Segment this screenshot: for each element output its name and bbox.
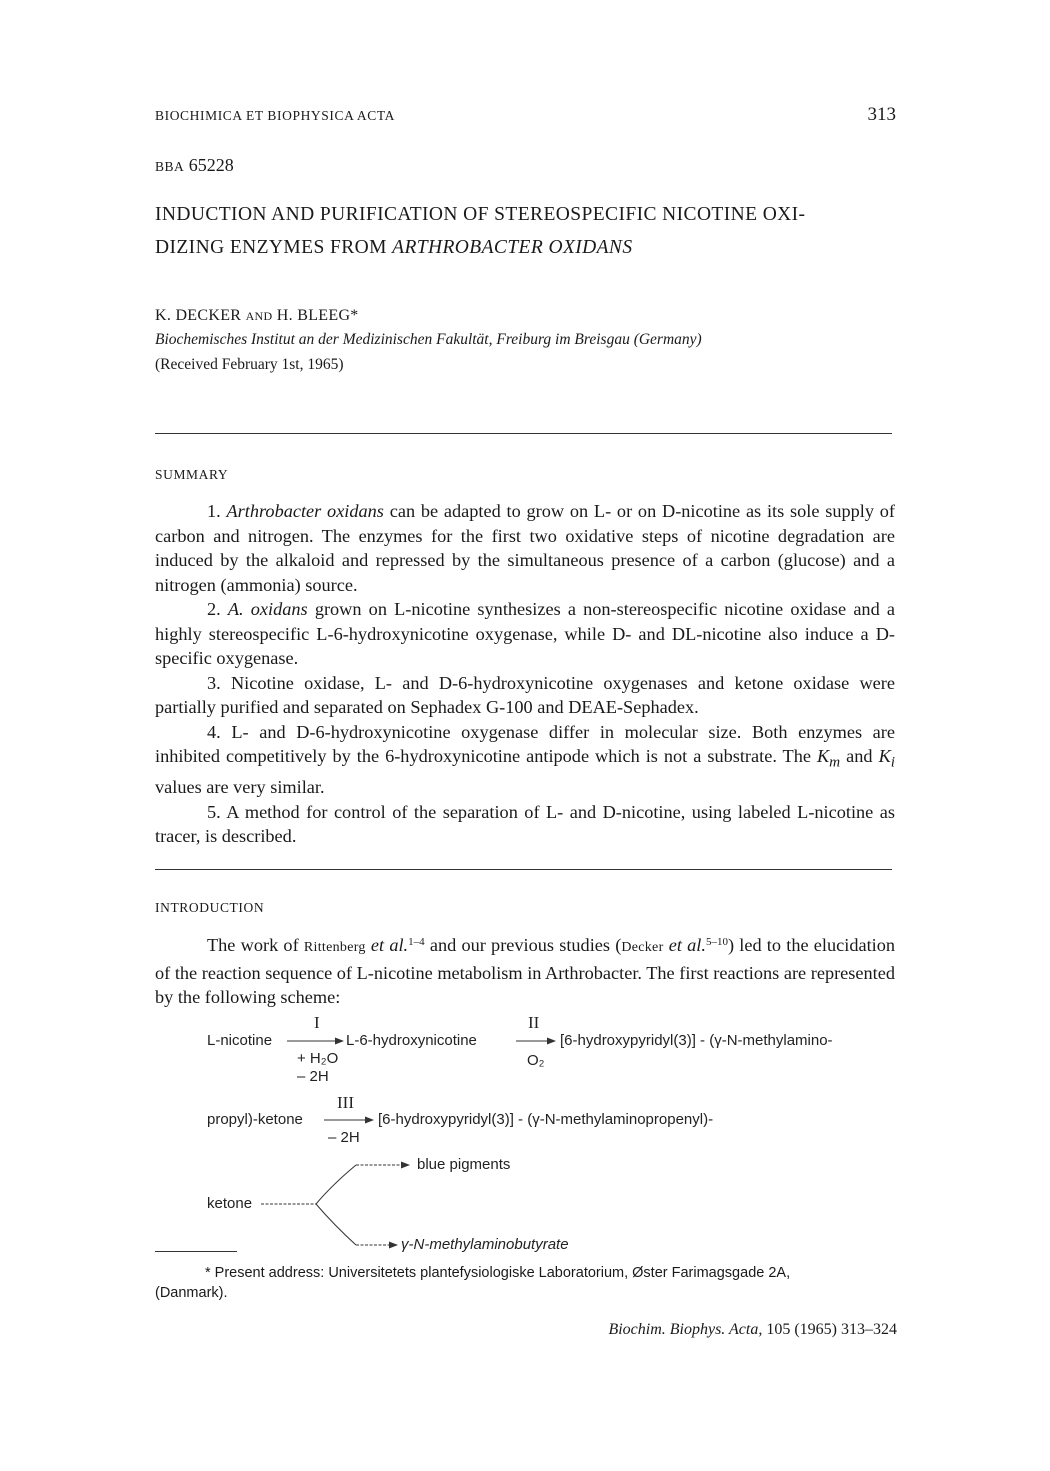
item-text: and (840, 746, 879, 766)
step-label-1: I (314, 1013, 320, 1032)
reference-sup: 1–4 (408, 936, 425, 948)
cofactor-oxygen: O₂ (527, 1052, 545, 1069)
cofactor-water: + H₂O (297, 1050, 339, 1067)
et-al: et al. (663, 935, 706, 955)
author-name: Rittenberg (303, 940, 366, 955)
product-1: L-6-hydroxynicotine (346, 1032, 477, 1049)
citation-journal: Biochim. Biophys. Acta, (608, 1321, 763, 1338)
arrow-head (335, 1038, 344, 1045)
ketone-label: ketone (207, 1195, 253, 1212)
km-subscript: m (829, 753, 841, 771)
footnote-line-2: (Danmark). (155, 1285, 228, 1301)
cofactor-2h: – 2H (297, 1068, 329, 1085)
item-text: can be adapted to grow on L- or on D-nicotine as its sole supply of carbon and nitrogen. The enzymes for the first two oxidative steps of nicotine degradation are induced by the alkaloid and repressed by the simultaneous presence of a carbon (glucose) and a nitrogen (ammonia) source. (155, 501, 895, 595)
page-number: 313 (867, 104, 896, 125)
step-label-2: II (528, 1013, 540, 1032)
footnote (155, 1263, 895, 1303)
footnote-line-1: * Present address: Universitetets plantefysiologiske Laboratorium, Øster Farimagsgade 2A, (205, 1265, 791, 1281)
arrow-head (401, 1162, 410, 1169)
title-organism: ARTHROBACTER OXIDANS (392, 237, 633, 258)
item-number: 2. (207, 599, 221, 619)
branch-upper (316, 1165, 356, 1204)
item-number: 4. (207, 721, 221, 742)
item-number: 5. (207, 801, 221, 822)
et-al: et al. (365, 935, 409, 955)
branch-lower (316, 1204, 356, 1245)
branch-methylaminobutyrate: γ-N-methylaminobutyrate (401, 1236, 569, 1253)
intro-text: ) led to the elucidation of the reaction sequence of L-nicotine metabolism in Arthrobacter. The first reactions are represented by the following scheme: (155, 935, 896, 1007)
introduction-heading: INTRODUCTION (155, 900, 265, 915)
scheme-line2-start: propyl)-ketone (207, 1111, 303, 1128)
author-and: AND (245, 309, 273, 323)
author-1: K. DECKER (155, 307, 242, 324)
arrow-head (365, 1117, 374, 1124)
km-symbol: K (816, 746, 830, 766)
ki-subscript: i (890, 753, 895, 771)
title-line-1: INDUCTION AND PURIFICATION OF STEREOSPECIFIC NICOTINE OXI- (155, 204, 806, 225)
title-line-2-text: DIZING ENZYMES FROM (155, 237, 387, 258)
organism-name: A. oxidans (227, 599, 308, 619)
branch-blue-pigments: blue pigments (417, 1156, 511, 1173)
reference-sup: 5–10 (705, 936, 728, 948)
item-text: A method for control of the separation of L- and D-nicotine, using labeled L-nicotine as tracer, is described. (155, 801, 895, 847)
arrow-head (389, 1242, 398, 1249)
item-number: 3. (207, 672, 221, 693)
arrow-head (547, 1038, 556, 1045)
product-2: [6-hydroxypyridyl(3)] - (γ-N-methylamino- (560, 1032, 833, 1049)
running-head: BIOCHIMICA ET BIOPHYSICA ACTA (155, 108, 395, 123)
footnote-rule (155, 1251, 237, 1252)
substrate: L-nicotine (207, 1032, 273, 1049)
ki-symbol: K (878, 746, 891, 766)
bba-prefix: BBA (155, 159, 185, 174)
author-name: Decker (621, 940, 664, 955)
received-date: (Received February 1st, 1965) (155, 356, 344, 373)
step-label-3: III (337, 1093, 354, 1112)
intro-text: and our previous studies ( (424, 935, 622, 955)
product-3: [6-hydroxypyridyl(3)] - (γ-N-methylaminopropenyl)- (378, 1111, 714, 1128)
organism-name: Arthrobacter oxidans (226, 501, 384, 521)
affiliation: Biochemisches Institut an der Medizinischen Fakultät, Freiburg im Breisgau (Germany) (155, 331, 702, 348)
item-text: L- and D-6-hydroxynicotine oxygenase differ in molecular size. Both enzymes are inhibited competitively by the 6-hydroxynicotine antipode which is not a substrate. The (155, 721, 896, 766)
journal-citation (560, 1321, 897, 1339)
item-text: grown on L-nicotine synthesizes a non-stereospecific nicotine oxidase and a highly stereospecific L-6-hydroxynicotine oxygenase, while D- and DL-nicotine also induce a D-specific oxygenase. (155, 599, 895, 668)
citation-details: 105 (1965) 313–324 (762, 1321, 897, 1338)
cofactor-2h-b: – 2H (328, 1129, 360, 1146)
item-text: values are very similar. (155, 777, 325, 798)
item-number: 1. (207, 501, 221, 521)
summary-heading: SUMMARY (155, 467, 229, 482)
author-2: H. BLEEG* (276, 307, 359, 324)
intro-text: The work of (207, 935, 304, 955)
item-text: Nicotine oxidase, L- and D-6-hydroxynicotine oxygenases and ketone oxidase were partially purified and separated on Sephadex G-100 and DEAE-Sephadex. (155, 672, 895, 717)
bba-number: 65228 (188, 155, 234, 175)
